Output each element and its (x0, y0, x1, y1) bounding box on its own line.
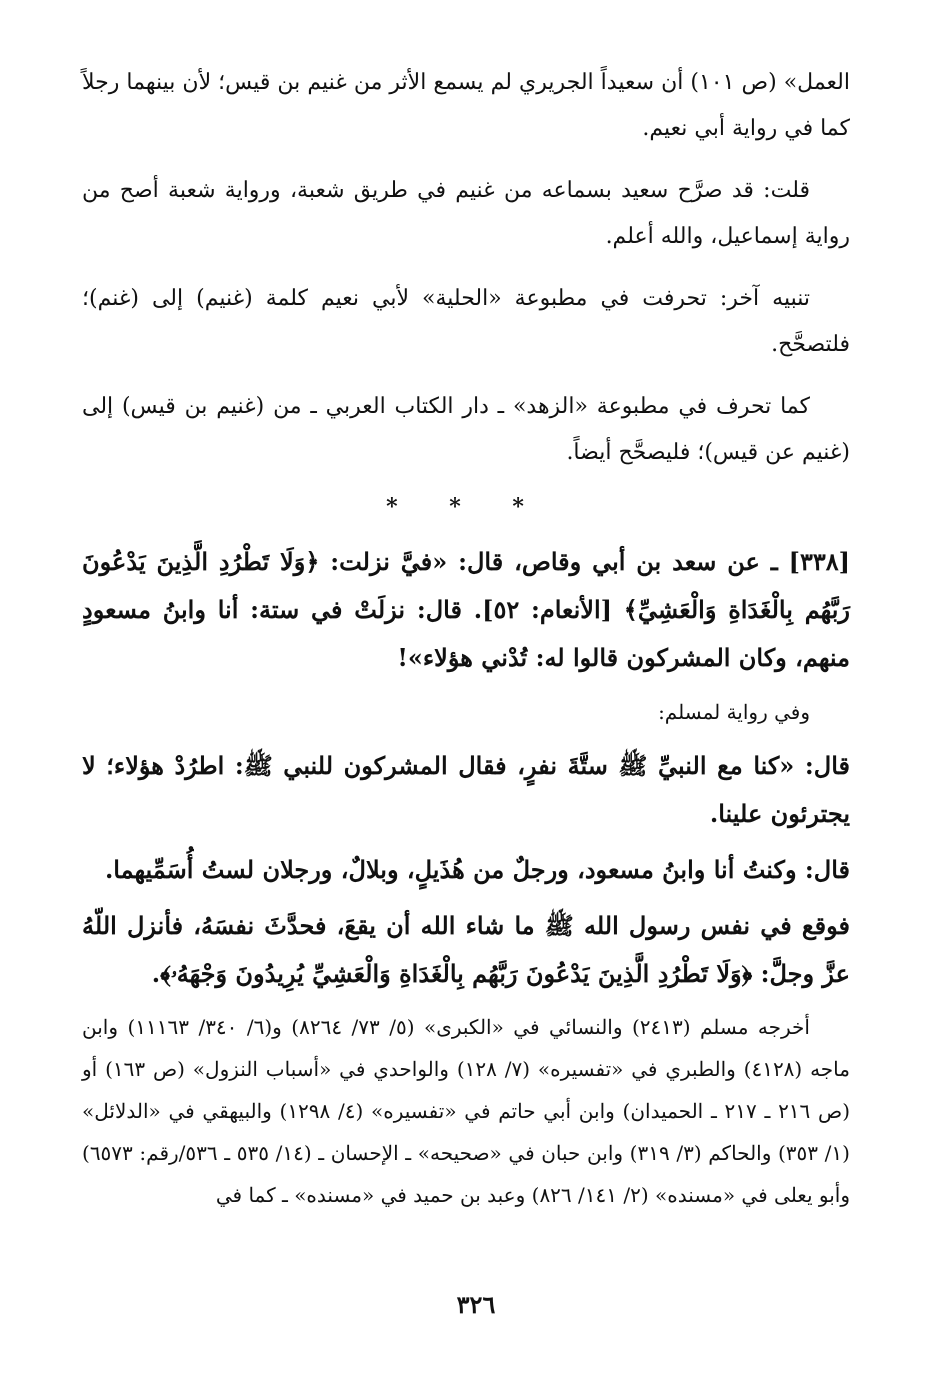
takhrij-paragraph: أخرجه مسلم (٢٤١٣) والنسائي في «الكبرى» (٥/ ٧٣/ ٨٢٦٤) و(٦/ ٣٤٠/ ١١١٦٣) وابن ماجه (٤١٢٨) والطبري في «تفسيره» (٧/ ١٢٨) والواحدي في «أسباب النزول» (ص ١٦٣) أو (ص ٢١٦ ـ ٢١٧ ـ الحميدان) وابن أبي حاتم في «تفسيره» (٤/ ١٢٩٨) والبيهقي في «الدلائل» (١/ ٣٥٣) والحاكم (٣/ ٣١٩) وابن حبان في «صحيحه» ـ الإحسان ـ (١٤/ ٥٣٥ ـ ٥٣٦/رقم: ٦٥٧٣) وأبو يعلى في «مسنده» (٢/ ١٤١/ ٨٢٦) وعبد بن حميد في «مسنده» ـ كما في (82, 1015, 850, 1207)
paragraph-continuation: العمل» (ص ١٠١) أن سعيداً الجريري لم يسمع الأثر من غنيم بن قيس؛ لأن بينهما رجلاً كما في رواية أبي نعيم. (82, 70, 850, 141)
paragraph-note: قلت: قد صرَّح سعيد بسماعه من غنيم في طريق شعبة، ورواية شعبة أصح من رواية إسماعيل، والله أعلم. (82, 178, 850, 249)
page-body (82, 60, 850, 1216)
hadith-muslim-2: قال: وكنتُ أنا وابنُ مسعود، ورجلٌ من هُذَيلٍ، وبلالٌ، ورجلان لستُ أُسَمِّيهما. (104, 855, 850, 884)
paragraph-warning-2: كما تحرف في مطبوعة «الزهد» ـ دار الكتاب العربي ـ من (غنيم بن قيس) إلى (غنيم عن قيس)؛ فليصحَّح أيضاً. (82, 394, 850, 465)
hadith-muslim-3: فوقع في نفس رسول الله ﷺ ما شاء الله أن يقعَ، فحدَّثَ نفسَهُ، فأنزل اللّهُ عزَّ وجلَّ: ﴿وَلَا تَطْرُدِ الَّذِينَ يَدْعُونَ رَبَّهُم بِالْغَدَاةِ وَالْعَشِيِّ يُرِيدُونَ وَجْهَهُۥ﴾. (82, 911, 850, 988)
muslim-intro: وفي رواية لمسلم: (658, 700, 810, 724)
page-number: ٣٢٦ (456, 1290, 496, 1319)
hadith-muslim-1: قال: «كنا مع النبيِّ ﷺ ستَّةَ نفرٍ، فقال المشركون للنبي ﷺ: اطرُدْ هؤلاء؛ لا يجترئون علينا. (82, 751, 850, 828)
hadith-main: [٣٣٨] ـ عن سعد بن أبي وقاص، قال: «فيَّ نزلت: ﴿وَلَا تَطْرُدِ الَّذِينَ يَدْعُونَ رَبَّهُم بِالْغَدَاةِ وَالْعَشِيِّ﴾ [الأنعام: ٥٢]. قال: نزلَتْ في ستة: أنا وابنُ مسعودٍ منهم، وكان المشركون قالوا له: تُدْني هؤلاء»! (82, 547, 851, 672)
paragraph-warning: تنبيه آخر: تحرفت في مطبوعة «الحلية» لأبي نعيم كلمة (غنيم) إلى (غنم)؛ فلتصحَّح. (82, 286, 850, 357)
section-separator: * * * (386, 494, 546, 520)
